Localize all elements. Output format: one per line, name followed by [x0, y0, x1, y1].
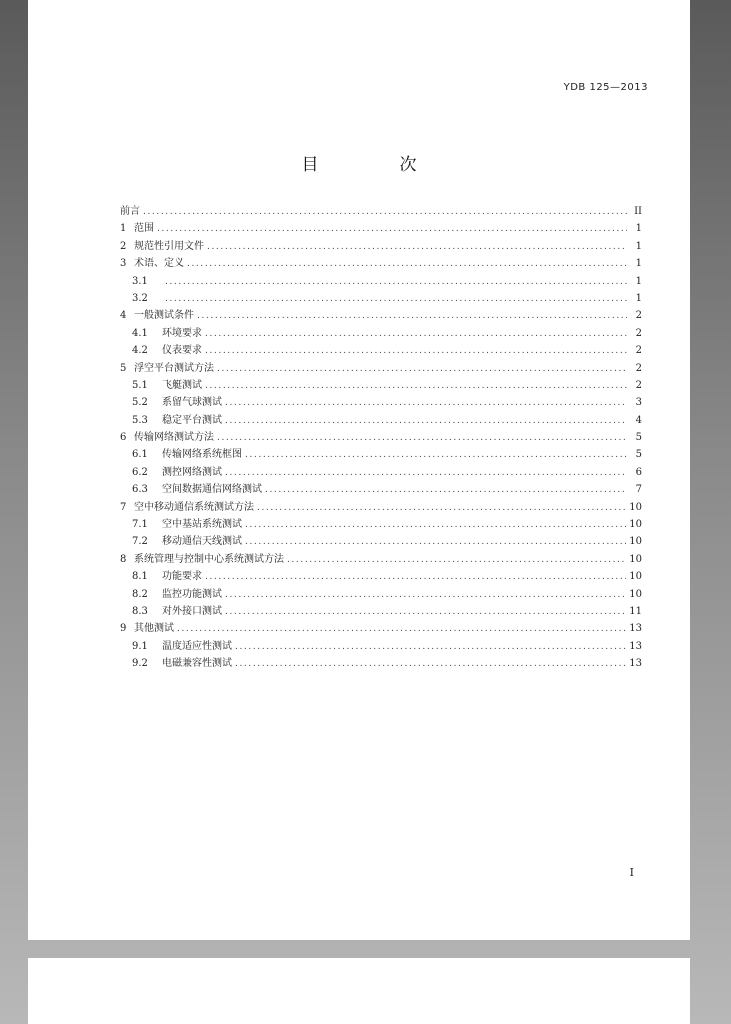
toc-entry-number: 7	[120, 501, 127, 513]
toc-entry-page: 11	[629, 605, 642, 617]
toc-entry-page: 10	[629, 588, 642, 600]
toc-entry-number: 6.3	[132, 484, 148, 496]
toc-entry[interactable]	[120, 394, 642, 411]
toc-entry-page: 5	[635, 432, 642, 444]
toc-entry-label: 飞艇测试	[162, 379, 202, 391]
toc-entry-page: 6	[635, 466, 642, 478]
toc-entry-number: 8.2	[132, 588, 148, 600]
toc-entry-label: 浮空平台测试方法	[134, 362, 214, 374]
table-of-contents	[120, 203, 642, 673]
toc-entry[interactable]	[120, 551, 642, 568]
toc-entry-label: 一般测试条件	[134, 310, 194, 322]
toc-entry-number: 7.1	[132, 519, 148, 531]
toc-leader-dots	[225, 395, 627, 412]
toc-leader-dots	[257, 500, 626, 517]
toc-entry-page: 2	[635, 345, 642, 357]
toc-entry-number: 3	[120, 258, 127, 270]
toc-entry-number: 9.2	[132, 658, 148, 670]
toc-entry[interactable]	[120, 533, 642, 550]
toc-entry-page: 2	[635, 379, 642, 391]
toc-entry-number: 6	[120, 432, 127, 444]
toc-entry-page: 1	[635, 292, 642, 304]
toc-entry[interactable]	[120, 377, 642, 394]
toc-entry-label: 空间数据通信网络测试	[162, 484, 262, 496]
toc-entry-label: 功能要求	[162, 571, 202, 583]
toc-entry-page: 2	[635, 327, 642, 339]
toc-entry-number: 8.1	[132, 571, 148, 583]
toc-leader-dots	[205, 326, 627, 343]
toc-entry-foreword[interactable]	[120, 203, 642, 220]
document-code: YDB 125—2013	[563, 82, 648, 93]
toc-leader-dots	[165, 274, 627, 291]
toc-entry-label: 移动通信天线测试	[162, 536, 242, 548]
toc-entry-number: 3.1	[132, 275, 148, 287]
toc-entry-page: 10	[629, 519, 642, 531]
toc-entry-page: 1	[635, 223, 642, 235]
toc-entry-label: 环境要求	[162, 327, 202, 339]
toc-entry-page: 10	[629, 501, 642, 513]
toc-entry-page: 10	[629, 571, 642, 583]
toc-entry-number: 4	[120, 310, 127, 322]
toc-entry-number: 5.3	[132, 414, 148, 426]
toc-leader-dots	[287, 552, 626, 569]
toc-entry-number: 9	[120, 623, 127, 635]
toc-entry[interactable]	[120, 220, 642, 237]
document-page	[28, 0, 690, 940]
toc-leader-dots	[235, 639, 626, 656]
toc-title: 目 次	[301, 155, 449, 175]
toc-leader-dots	[245, 447, 627, 464]
toc-entry[interactable]	[120, 238, 642, 255]
toc-entry[interactable]	[120, 342, 642, 359]
toc-leader-dots	[265, 482, 627, 499]
toc-entry-page: 1	[635, 240, 642, 252]
toc-leader-dots	[245, 534, 626, 551]
toc-entry-page: 2	[635, 310, 642, 322]
toc-entry-number: 6.2	[132, 466, 148, 478]
toc-leader-dots	[225, 413, 627, 430]
toc-entry-page: 10	[629, 536, 642, 548]
toc-entry-label: 电磁兼容性测试	[162, 658, 232, 670]
toc-entry-label: 传输网络系统框图	[162, 449, 242, 461]
toc-leader-dots	[217, 361, 627, 378]
toc-entry-label: 范围	[134, 223, 154, 235]
toc-leader-dots	[157, 221, 627, 238]
toc-entry-label: 其他测试	[134, 623, 174, 635]
toc-entry-label: 规范性引用文件	[134, 240, 204, 252]
toc-entry-label: 仪表要求	[162, 345, 202, 357]
toc-entry-label: 前言	[120, 206, 140, 217]
toc-entry[interactable]	[120, 290, 642, 307]
toc-entry[interactable]	[120, 464, 642, 481]
toc-leader-dots	[143, 204, 627, 221]
toc-entry-number: 1	[120, 223, 127, 235]
toc-entry[interactable]	[120, 412, 642, 429]
toc-entry-number: 8	[120, 553, 127, 565]
toc-entry-label: 传输网络测试方法	[134, 432, 214, 444]
toc-entry-number: 5	[120, 362, 127, 374]
toc-entry[interactable]	[120, 481, 642, 498]
toc-entry-page: 4	[635, 414, 642, 426]
toc-entry-number: 2	[120, 240, 127, 252]
toc-entry-page: 1	[635, 258, 642, 270]
toc-leader-dots	[235, 656, 626, 673]
toc-leader-dots	[245, 517, 626, 534]
toc-leader-dots	[225, 465, 627, 482]
toc-leader-dots	[205, 378, 627, 395]
toc-entry-number: 3.2	[132, 292, 148, 304]
toc-entry-label: 术语、定义	[134, 258, 184, 270]
toc-leader-dots	[207, 239, 627, 256]
toc-entry-number: 6.1	[132, 449, 148, 461]
toc-entry-page: 13	[629, 623, 642, 635]
toc-entry[interactable]	[120, 655, 642, 672]
toc-leader-dots	[177, 621, 626, 638]
toc-entry-page: II	[634, 206, 642, 217]
toc-entry-label: 空中基站系统测试	[162, 519, 242, 531]
toc-entry-number: 9.1	[132, 640, 148, 652]
toc-entry-page: 2	[635, 362, 642, 374]
toc-entry[interactable]	[120, 620, 642, 637]
toc-entry-label: 监控功能测试	[162, 588, 222, 600]
toc-leader-dots	[187, 256, 627, 273]
toc-entry-number: 8.3	[132, 605, 148, 617]
toc-leader-dots	[205, 569, 626, 586]
toc-leader-dots	[197, 308, 627, 325]
toc-entry-number: 5.2	[132, 397, 148, 409]
toc-entry[interactable]	[120, 273, 642, 290]
toc-entry-label: 空中移动通信系统测试方法	[134, 501, 254, 513]
toc-entry-page: 13	[629, 658, 642, 670]
toc-entry[interactable]	[120, 603, 642, 620]
toc-leader-dots	[225, 587, 626, 604]
toc-entry[interactable]	[120, 586, 642, 603]
toc-entry[interactable]	[120, 429, 642, 446]
toc-entry[interactable]	[120, 568, 642, 585]
toc-leader-dots	[205, 343, 627, 360]
toc-entry-page: 13	[629, 640, 642, 652]
toc-entry-page: 3	[635, 397, 642, 409]
toc-entry-label: 稳定平台测试	[162, 414, 222, 426]
toc-entry-number: 4.2	[132, 345, 148, 357]
toc-entry-page: 7	[635, 484, 642, 496]
toc-entry-label: 对外接口测试	[162, 605, 222, 617]
page-number: I	[629, 866, 634, 879]
toc-entry-number: 4.1	[132, 327, 148, 339]
toc-entry-label: 测控网络测试	[162, 466, 222, 478]
toc-entry[interactable]	[120, 307, 642, 324]
toc-entry-label: 系留气球测试	[162, 397, 222, 409]
toc-entry-label: 温度适应性测试	[162, 640, 232, 652]
toc-entry-number: 7.2	[132, 536, 148, 548]
toc-entry-page: 1	[635, 275, 642, 287]
toc-leader-dots	[225, 604, 626, 621]
toc-entry[interactable]	[120, 360, 642, 377]
toc-leader-dots	[217, 430, 627, 447]
toc-entry[interactable]	[120, 516, 642, 533]
toc-entry-page: 5	[635, 449, 642, 461]
next-page	[28, 958, 690, 1024]
toc-entry-label: 系统管理与控制中心系统测试方法	[134, 553, 284, 565]
toc-entry-number: 5.1	[132, 379, 148, 391]
toc-entry[interactable]	[120, 325, 642, 342]
toc-entry-page: 10	[629, 553, 642, 565]
toc-entry[interactable]	[120, 499, 642, 516]
toc-leader-dots	[165, 291, 627, 308]
toc-entry[interactable]	[120, 446, 642, 463]
toc-entry[interactable]	[120, 255, 642, 272]
toc-entry[interactable]	[120, 638, 642, 655]
